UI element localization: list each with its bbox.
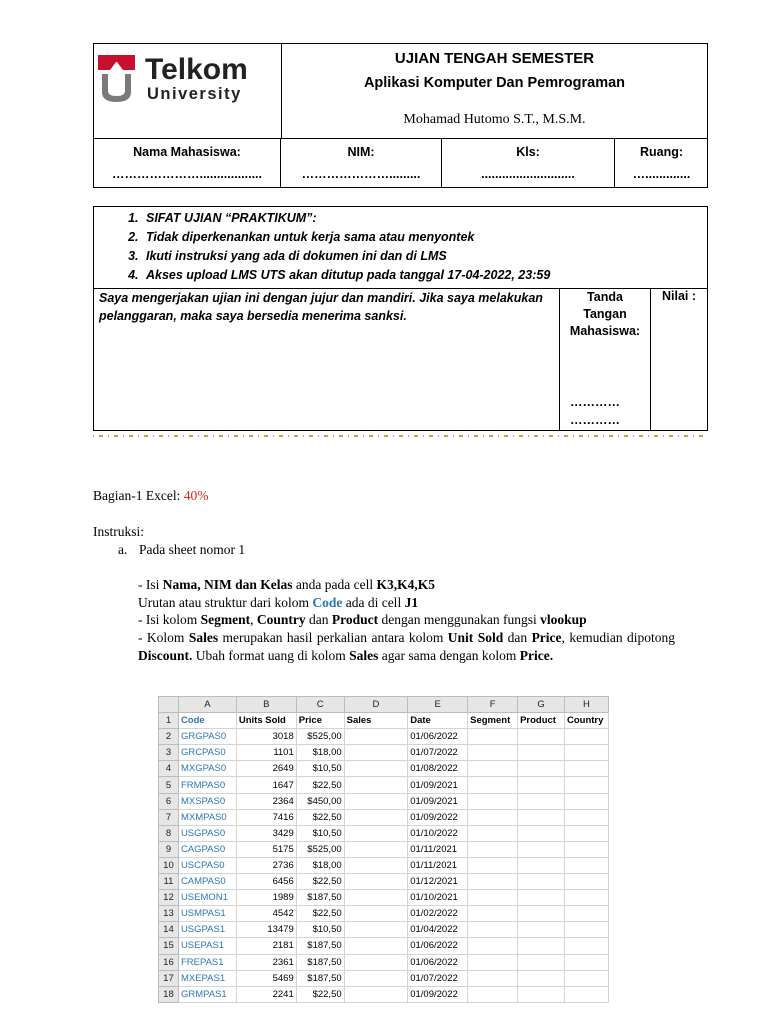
- table-row: [159, 713, 609, 729]
- text-span: anda pada cell: [292, 577, 377, 592]
- signature-label-1: Tanda: [587, 290, 623, 304]
- cell[interactable]: [468, 906, 518, 922]
- instruction-1: [138, 577, 435, 593]
- cell[interactable]: [344, 825, 408, 841]
- signature-blank: …………: [570, 413, 620, 427]
- honesty-statement: Saya mengerjakan ujian ini dengan jujur dan mandiri. Jika saya melakukan pelanggaran, maka saya bersedia menerima sanksi.: [94, 288, 560, 430]
- row-number[interactable]: 18: [159, 986, 179, 1002]
- row-number[interactable]: 9: [159, 841, 179, 857]
- code-span: Code: [312, 595, 343, 610]
- row-number[interactable]: 17: [159, 970, 179, 986]
- column-header-row: [159, 697, 609, 713]
- cell[interactable]: [518, 890, 565, 906]
- cell[interactable]: $450,00: [296, 793, 344, 809]
- logo-sub: University: [147, 85, 242, 103]
- cell[interactable]: MXSPAS0: [178, 793, 236, 809]
- cell[interactable]: [468, 745, 518, 761]
- table-row: [159, 890, 609, 906]
- cell[interactable]: USCPAS0: [178, 857, 236, 873]
- field-nim[interactable]: [281, 139, 442, 187]
- cell[interactable]: [518, 841, 565, 857]
- cell[interactable]: 01/06/2022: [408, 954, 468, 970]
- text-span: Urutan atau struktur dari kolom: [138, 595, 313, 610]
- cell[interactable]: [468, 761, 518, 777]
- row-number[interactable]: 7: [159, 809, 179, 825]
- cell[interactable]: 2181: [236, 938, 296, 954]
- text-span: , kemudian dipotong: [561, 630, 675, 645]
- cell[interactable]: 01/11/2021: [408, 841, 468, 857]
- cell[interactable]: 01/09/2021: [408, 793, 468, 809]
- signature-cell[interactable]: [560, 288, 651, 430]
- bold-span: Sales: [349, 648, 379, 663]
- field-label: Ruang:: [639, 145, 684, 159]
- cell[interactable]: [468, 777, 518, 793]
- row-number[interactable]: 8: [159, 825, 179, 841]
- table-row: [159, 986, 609, 1002]
- table-row: [159, 825, 609, 841]
- column-header[interactable]: A: [178, 697, 236, 713]
- student-info-row: [94, 138, 707, 187]
- cell[interactable]: [344, 906, 408, 922]
- field-ruang[interactable]: [615, 139, 708, 187]
- table-row: [159, 938, 609, 954]
- cell[interactable]: MXEPAS1: [178, 970, 236, 986]
- cell[interactable]: [344, 874, 408, 890]
- cell[interactable]: FRMPAS0: [178, 777, 236, 793]
- bold-span: Discount.: [138, 648, 193, 663]
- lecturer-name: Mohamad Hutomo S.T., M.S.M.: [403, 112, 586, 127]
- cell[interactable]: USMPAS1: [178, 906, 236, 922]
- signature-blank: …………: [570, 395, 620, 409]
- dotted-separator-icon: [93, 434, 708, 438]
- cell[interactable]: 01/10/2022: [408, 825, 468, 841]
- field-label: Nama Mahasiswa:: [133, 145, 241, 159]
- university-logo: [94, 44, 282, 138]
- cell[interactable]: $187,50: [296, 954, 344, 970]
- cell[interactable]: 01/07/2022: [408, 745, 468, 761]
- grade-cell: Nilai :: [661, 289, 697, 303]
- table-row: [159, 954, 609, 970]
- cell[interactable]: CAMPAS0: [178, 874, 236, 890]
- cell[interactable]: [518, 793, 565, 809]
- instruction-2: [138, 595, 418, 611]
- cell[interactable]: [518, 954, 565, 970]
- bold-span: Segment: [200, 612, 251, 627]
- bold-span: Product: [331, 612, 379, 627]
- cell[interactable]: $525,00: [296, 729, 344, 745]
- cell[interactable]: [344, 841, 408, 857]
- cell[interactable]: [468, 938, 518, 954]
- cell[interactable]: 01/09/2022: [408, 809, 468, 825]
- column-header[interactable]: F: [468, 697, 518, 713]
- section-weight: 40%: [183, 488, 209, 503]
- cell[interactable]: 01/02/2022: [408, 906, 468, 922]
- cell[interactable]: [518, 745, 565, 761]
- instruction-4: [138, 629, 675, 665]
- cell[interactable]: 2361: [236, 954, 296, 970]
- cell[interactable]: [344, 970, 408, 986]
- cell[interactable]: $22,50: [296, 986, 344, 1002]
- rule-item: 3. Ikuti instruksi yang ada di dokumen ini dan di LMS: [142, 247, 707, 266]
- text-span: dan: [305, 612, 332, 627]
- cell[interactable]: [518, 922, 565, 938]
- cell[interactable]: [468, 890, 518, 906]
- cell[interactable]: GRGPAS0: [178, 729, 236, 745]
- text-span: ,: [250, 612, 257, 627]
- row-number[interactable]: 15: [159, 938, 179, 954]
- telkom-logo-icon: [94, 44, 280, 136]
- row-number[interactable]: 13: [159, 906, 179, 922]
- text-span: ada di cell: [342, 595, 405, 610]
- cell[interactable]: [564, 874, 608, 890]
- cell[interactable]: [564, 986, 608, 1002]
- cell[interactable]: [518, 970, 565, 986]
- cell[interactable]: $187,50: [296, 938, 344, 954]
- cell[interactable]: [468, 970, 518, 986]
- cell[interactable]: 01/11/2021: [408, 857, 468, 873]
- bold-span: K3,K4,K5: [376, 577, 435, 592]
- cell[interactable]: [564, 906, 608, 922]
- cell[interactable]: 1989: [236, 890, 296, 906]
- row-number[interactable]: 16: [159, 954, 179, 970]
- table-row: [159, 793, 609, 809]
- text-span: merupakan hasil perkalian antara kolom: [218, 630, 448, 645]
- cell[interactable]: [518, 857, 565, 873]
- bold-span: Unit Sold: [447, 630, 504, 645]
- cell[interactable]: $10,50: [296, 761, 344, 777]
- cell[interactable]: [564, 825, 608, 841]
- column-header[interactable]: H: [564, 697, 608, 713]
- cell[interactable]: 5175: [236, 841, 296, 857]
- bold-span: J1: [404, 595, 419, 610]
- cell[interactable]: 01/12/2021: [408, 874, 468, 890]
- cell[interactable]: GRCPAS0: [178, 745, 236, 761]
- rule-item: 2. Tidak diperkenankan untuk kerja sama atau menyontek: [142, 228, 707, 247]
- cell[interactable]: [518, 777, 565, 793]
- text-span: - Isi kolom: [138, 612, 201, 627]
- cell[interactable]: [518, 986, 565, 1002]
- cell[interactable]: [468, 841, 518, 857]
- cell[interactable]: [564, 729, 608, 745]
- cell[interactable]: [468, 922, 518, 938]
- cell[interactable]: MXMPAS0: [178, 809, 236, 825]
- row-number[interactable]: 4: [159, 761, 179, 777]
- cell[interactable]: [564, 793, 608, 809]
- signature-label-3: Mahasiswa:: [569, 324, 641, 338]
- cell[interactable]: [468, 793, 518, 809]
- cell[interactable]: [518, 761, 565, 777]
- text-span: agar sama dengan kolom: [378, 648, 520, 663]
- cell[interactable]: [468, 986, 518, 1002]
- cell[interactable]: 13479: [236, 922, 296, 938]
- cell[interactable]: $22,50: [296, 809, 344, 825]
- cell[interactable]: 2241: [236, 986, 296, 1002]
- row-number[interactable]: 1: [159, 713, 179, 729]
- cell[interactable]: [518, 938, 565, 954]
- cell[interactable]: [564, 922, 608, 938]
- logo-name: Telkom: [145, 53, 248, 86]
- cell[interactable]: [468, 874, 518, 890]
- cell[interactable]: 7416: [236, 809, 296, 825]
- cell[interactable]: 4542: [236, 906, 296, 922]
- row-number[interactable]: 5: [159, 777, 179, 793]
- cell[interactable]: 01/06/2022: [408, 938, 468, 954]
- title-block: [282, 44, 707, 138]
- row-number[interactable]: 3: [159, 745, 179, 761]
- bold-span: Price.: [519, 648, 554, 663]
- cell[interactable]: 01/07/2022: [408, 970, 468, 986]
- cell[interactable]: USEMON1: [178, 890, 236, 906]
- cell[interactable]: [564, 954, 608, 970]
- cell[interactable]: Product: [518, 713, 565, 729]
- declaration-row: [94, 288, 707, 430]
- cell[interactable]: 6456: [236, 874, 296, 890]
- cell[interactable]: 1101: [236, 745, 296, 761]
- cell[interactable]: 3429: [236, 825, 296, 841]
- text-span: dan: [503, 630, 532, 645]
- cell[interactable]: Code: [178, 713, 236, 729]
- cell[interactable]: 2736: [236, 857, 296, 873]
- field-blank: …………………..................: [111, 167, 262, 181]
- text-span: - Kolom: [138, 630, 189, 645]
- table-row: [159, 970, 609, 986]
- cell[interactable]: 01/09/2022: [408, 986, 468, 1002]
- table-row: [159, 841, 609, 857]
- field-label: NIM:: [347, 145, 375, 159]
- cell[interactable]: 01/09/2021: [408, 777, 468, 793]
- cell[interactable]: [344, 745, 408, 761]
- table-row: [159, 906, 609, 922]
- cell[interactable]: 01/08/2022: [408, 761, 468, 777]
- cell[interactable]: [344, 938, 408, 954]
- cell[interactable]: Sales: [344, 713, 408, 729]
- row-number[interactable]: 11: [159, 874, 179, 890]
- column-header[interactable]: B: [236, 697, 296, 713]
- instruction-3: [138, 612, 587, 628]
- cell[interactable]: $18,00: [296, 857, 344, 873]
- row-number[interactable]: 14: [159, 922, 179, 938]
- cell[interactable]: [344, 890, 408, 906]
- cell[interactable]: [518, 825, 565, 841]
- signature-label-2: Tangan: [583, 307, 627, 321]
- cell[interactable]: 2649: [236, 761, 296, 777]
- cell[interactable]: [564, 809, 608, 825]
- text-span: Ubah format uang di kolom: [192, 648, 350, 663]
- cell[interactable]: [344, 793, 408, 809]
- cell[interactable]: [518, 809, 565, 825]
- field-blank: ….............: [632, 167, 691, 181]
- cell[interactable]: Units Sold: [236, 713, 296, 729]
- cell[interactable]: $22,50: [296, 874, 344, 890]
- row-number[interactable]: 10: [159, 857, 179, 873]
- section-heading: [93, 488, 208, 504]
- field-kelas[interactable]: [442, 139, 615, 187]
- rule-item: 4. Akses upload LMS UTS akan ditutup pada tanggal 17-04-2022, 23:59: [142, 266, 707, 285]
- cell[interactable]: $10,50: [296, 825, 344, 841]
- section-label: Bagian-1 Excel:: [93, 488, 184, 503]
- column-header[interactable]: C: [296, 697, 344, 713]
- course-name: Aplikasi Komputer Dan Pemrograman: [363, 75, 626, 91]
- cell[interactable]: [344, 922, 408, 938]
- cell[interactable]: [344, 809, 408, 825]
- cell[interactable]: 5469: [236, 970, 296, 986]
- cell[interactable]: [468, 825, 518, 841]
- cell[interactable]: [344, 986, 408, 1002]
- item-a-text: Pada sheet nomor 1: [139, 542, 246, 557]
- cell[interactable]: [518, 729, 565, 745]
- sheet-body: [159, 713, 609, 1003]
- cell[interactable]: Segment: [468, 713, 518, 729]
- field-blank: ...........................: [481, 167, 575, 181]
- cell[interactable]: $187,50: [296, 890, 344, 906]
- column-header[interactable]: E: [408, 697, 468, 713]
- cell[interactable]: $525,00: [296, 841, 344, 857]
- cell[interactable]: GRMPAS1: [178, 986, 236, 1002]
- row-number[interactable]: 2: [159, 729, 179, 745]
- sheet-table: [158, 696, 609, 1003]
- cell[interactable]: $18,00: [296, 745, 344, 761]
- bold-span: Country: [256, 612, 306, 627]
- field-label: Kls:: [516, 145, 540, 159]
- cell[interactable]: [518, 906, 565, 922]
- cell[interactable]: [344, 729, 408, 745]
- bold-span: Price: [531, 630, 562, 645]
- cell[interactable]: USGPAS0: [178, 825, 236, 841]
- row-number[interactable]: 12: [159, 890, 179, 906]
- cell[interactable]: 01/04/2022: [408, 922, 468, 938]
- cell[interactable]: [564, 970, 608, 986]
- table-row: [159, 729, 609, 745]
- cell[interactable]: [344, 857, 408, 873]
- cell[interactable]: [344, 777, 408, 793]
- cell[interactable]: 3018: [236, 729, 296, 745]
- rules-list-box: [94, 207, 707, 289]
- cell[interactable]: [468, 857, 518, 873]
- cell[interactable]: [564, 857, 608, 873]
- cell[interactable]: [564, 938, 608, 954]
- cell[interactable]: [344, 954, 408, 970]
- rule-item: 1. SIFAT UJIAN “PRAKTIKUM”:: [142, 209, 707, 228]
- cell[interactable]: [468, 729, 518, 745]
- cell[interactable]: [468, 954, 518, 970]
- bold-span: vlookup: [540, 612, 587, 627]
- bold-span: Nama, NIM dan Kelas: [162, 577, 293, 592]
- cell[interactable]: [564, 841, 608, 857]
- cell[interactable]: FREPAS1: [178, 954, 236, 970]
- cell[interactable]: [564, 777, 608, 793]
- cell[interactable]: Country: [564, 713, 608, 729]
- instructions-heading: Instruksi:: [93, 524, 145, 539]
- table-row: [159, 857, 609, 873]
- cell[interactable]: [518, 874, 565, 890]
- cell[interactable]: [344, 761, 408, 777]
- cell[interactable]: MXGPAS0: [178, 761, 236, 777]
- row-number[interactable]: 6: [159, 793, 179, 809]
- cell[interactable]: CAGPAS0: [178, 841, 236, 857]
- bold-span: Sales: [188, 630, 219, 645]
- table-row: [159, 745, 609, 761]
- text-span: - Isi: [138, 577, 163, 592]
- cell[interactable]: Date: [408, 713, 468, 729]
- cell[interactable]: [564, 745, 608, 761]
- cell[interactable]: USEPAS1: [178, 938, 236, 954]
- table-row: [159, 777, 609, 793]
- column-header[interactable]: D: [344, 697, 408, 713]
- exam-title: UJIAN TENGAH SEMESTER: [394, 50, 595, 67]
- text-span: dengan menggunakan fungsi: [378, 612, 541, 627]
- cell[interactable]: $10,50: [296, 922, 344, 938]
- table-row: [159, 922, 609, 938]
- exam-rules: [93, 206, 708, 431]
- exam-header: [93, 43, 708, 188]
- item-marker: a.: [118, 542, 128, 557]
- cell[interactable]: [564, 890, 608, 906]
- cell[interactable]: $22,50: [296, 777, 344, 793]
- excel-sheet: [158, 696, 609, 1000]
- cell[interactable]: $22,50: [296, 906, 344, 922]
- field-nama[interactable]: [94, 139, 281, 187]
- cell[interactable]: USGPAS1: [178, 922, 236, 938]
- corner-cell[interactable]: [159, 697, 179, 713]
- cell[interactable]: 2364: [236, 793, 296, 809]
- cell[interactable]: [564, 761, 608, 777]
- table-row: [159, 874, 609, 890]
- table-row: [159, 809, 609, 825]
- cell[interactable]: [468, 809, 518, 825]
- field-blank: ………………….........: [301, 167, 421, 181]
- cell[interactable]: 1647: [236, 777, 296, 793]
- cell[interactable]: 01/06/2022: [408, 729, 468, 745]
- rules-list: [94, 207, 707, 285]
- table-row: [159, 761, 609, 777]
- column-header[interactable]: G: [518, 697, 565, 713]
- cell[interactable]: 01/10/2021: [408, 890, 468, 906]
- cell[interactable]: Price: [296, 713, 344, 729]
- cell[interactable]: $187,50: [296, 970, 344, 986]
